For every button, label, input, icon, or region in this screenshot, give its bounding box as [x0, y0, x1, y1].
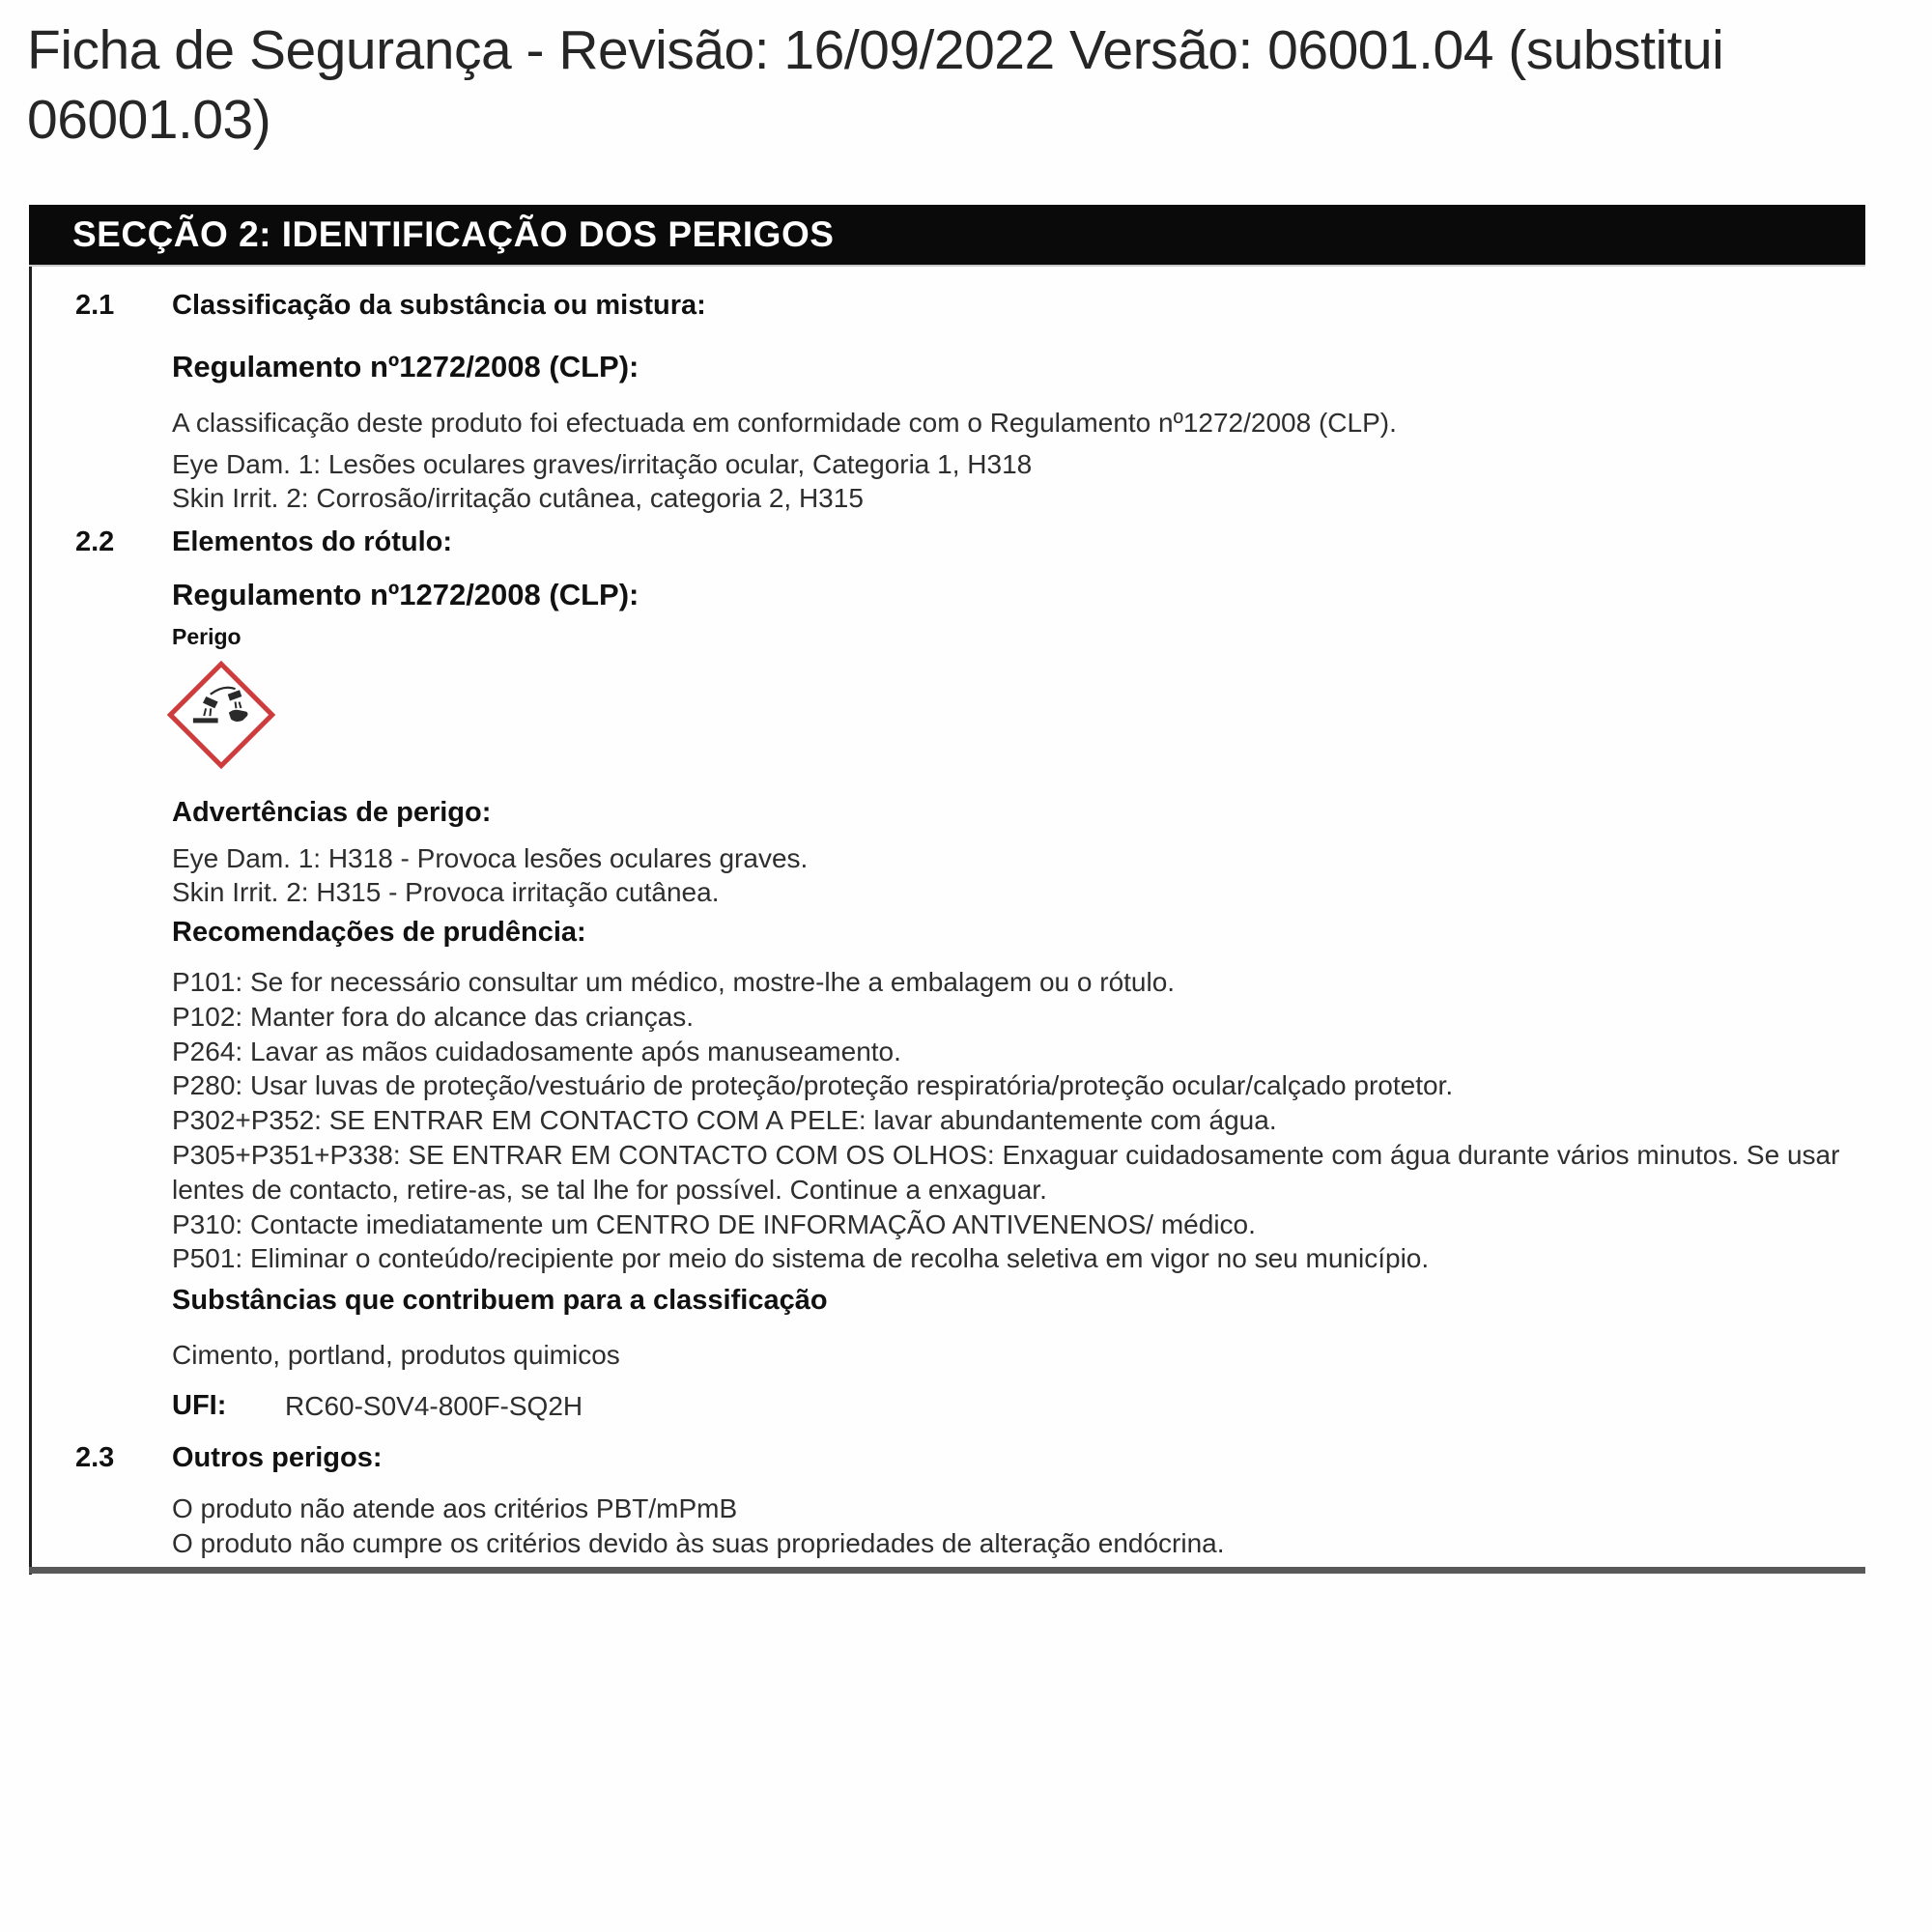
precautionary-statement-line: P302+P352: SE ENTRAR EM CONTACTO COM A PELE: lavar abundantemente com água.	[172, 1105, 1277, 1136]
classification-intro: A classificação deste produto foi efectuada em conformidade com o Regulamento nº1272/2008 (CLP).	[172, 408, 1397, 438]
section-bottom-border	[29, 1567, 1865, 1574]
heading-label-elements: Elementos do rótulo:	[172, 526, 452, 557]
document-title: Ficha de Segurança - Revisão: 16/09/2022 Versão: 06001.04 (substitui 06001.03)	[27, 19, 1724, 151]
precautionary-statement-line: P264: Lavar as mãos cuidadosamente após manuseamento.	[172, 1036, 901, 1066]
precautionary-statement-line: P101: Se for necessário consultar um médico, mostre-lhe a embalagem ou o rótulo.	[172, 967, 1176, 997]
precautionary-statement-line: P280: Usar luvas de proteção/vestuário de proteção/proteção respiratória/proteção ocular/calçado protetor.	[172, 1070, 1454, 1101]
classification-line: Skin Irrit. 2: Corrosão/irritação cutânea, categoria 2, H315	[172, 483, 864, 513]
hazard-statement-line: Eye Dam. 1: H318 - Provoca lesões oculares graves.	[172, 843, 809, 873]
ufi-label: UFI:	[172, 1390, 227, 1421]
classification-lines	[172, 447, 1872, 515]
hazard-statement-line: Skin Irrit. 2: H315 - Provoca irritação cutânea.	[172, 877, 720, 907]
section-2-box	[29, 205, 1864, 1575]
precautionary-statement-line: P310: Contacte imediatamente um CENTRO DE INFORMAÇÃO ANTIVENENOS/ médico.	[172, 1208, 1256, 1239]
heading-other-hazards: Outros perigos:	[172, 1442, 383, 1473]
contributing-substances-line: Cimento, portland, produtos quimicos	[172, 1340, 620, 1370]
ufi-value: RC60-S0V4-800F-SQ2H	[285, 1391, 583, 1421]
ghs05-corrosion-icon	[167, 661, 275, 769]
other-hazards-lines	[172, 1492, 1872, 1561]
heading-contributing-substances: Substâncias que contribuem para a classificação	[172, 1285, 828, 1316]
precautionary-statement-lines	[172, 965, 1872, 1276]
section-number-2-3: 2.3	[75, 1442, 115, 1473]
precautionary-statement-line: P305+P351+P338: SE ENTRAR EM CONTACTO COM OS OLHOS: Enxaguar cuidadosamente com água durante vários minutos. Se usar lentes de contacto, retire-as, se tal lhe for possível. Continue a enxaguar.	[172, 1139, 1840, 1205]
classification-line: Eye Dam. 1: Lesões oculares graves/irritação ocular, Categoria 1, H318	[172, 449, 1033, 479]
ghs05-corrosion-svg	[167, 661, 275, 769]
section-number-2-1: 2.1	[75, 290, 115, 321]
heading-regulation-clp-2: Regulamento nº1272/2008 (CLP):	[172, 578, 639, 611]
heading-regulation-clp-1: Regulamento nº1272/2008 (CLP):	[172, 350, 639, 384]
heading-classification: Classificação da substância ou mistura:	[172, 290, 706, 321]
signal-word: Perigo	[172, 624, 242, 649]
precautionary-statement-line: P102: Manter fora do alcance das crianças.	[172, 1001, 695, 1032]
heading-hazard-statements: Advertências de perigo:	[172, 797, 492, 828]
heading-precautionary-statements: Recomendações de prudência:	[172, 917, 586, 948]
other-hazards-line: O produto não cumpre os critérios devido às suas propriedades de alteração endócrina.	[172, 1528, 1225, 1558]
section-header-bar: SECÇÃO 2: IDENTIFICAÇÃO DOS PERIGOS	[29, 205, 1865, 265]
hazard-statement-lines	[172, 841, 1872, 909]
section-number-2-2: 2.2	[75, 526, 115, 557]
other-hazards-line: O produto não atende aos critérios PBT/mPmB	[172, 1493, 738, 1523]
precautionary-statement-line: P501: Eliminar o conteúdo/recipiente por meio do sistema de recolha seletiva em vigor no seu município.	[172, 1243, 1430, 1274]
